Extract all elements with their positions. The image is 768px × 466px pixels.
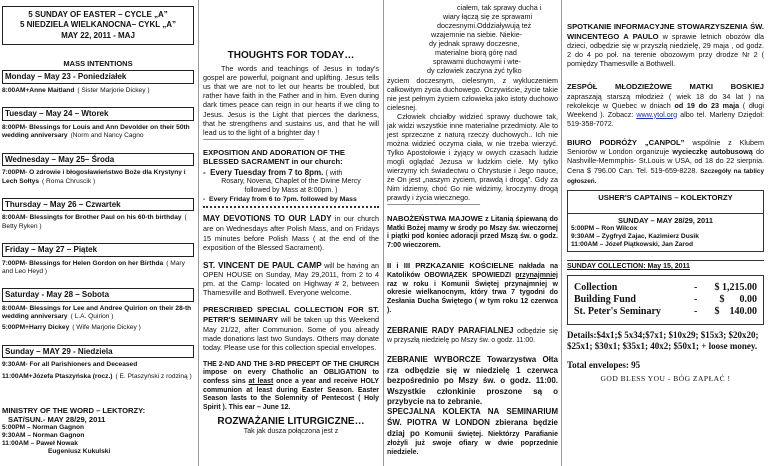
przykazanie-text-2: raz w roku i Komunii Świętej przynajmniej w okresie wielkanocnym, który trwa 7 tygodni do Zesłania Ducha Świętego ( w tym roku 12 czerwca ). [387, 280, 558, 314]
poem-line: dy człowiek zaczyna żyć tylko [427, 66, 522, 76]
header-line-1: 5 SUNDAY OF EASTER – CYCLE „A” [28, 10, 168, 19]
column-mass-intentions [0, 0, 197, 466]
poem-line: sprawami duchowymi i wte- [433, 57, 521, 67]
poem-line: wiary łączą się ze sprawami [443, 12, 533, 22]
mass-intention [2, 373, 194, 381]
kolekta-para [387, 407, 558, 457]
poem-line: wzajemnie na siebie. Niekie- [431, 30, 523, 40]
mass-intention-main: 8:00AM- Blessings for Lee and Andree Quirion on their 28-th wedding anniversary [2, 304, 192, 321]
mass-intention-main: 9:30AM- For all Parishioners and Deceased [2, 361, 138, 369]
collection-amount-2: $ 140.00 [714, 305, 757, 317]
mass-intention [2, 214, 194, 230]
precept-para [203, 361, 379, 413]
mass-intention [2, 169, 194, 185]
collection-label-0: Collection [574, 281, 618, 293]
biuro-text-1: wspólnie z Klubem Seniorów w London organizuje [567, 137, 764, 157]
spacer [2, 276, 194, 285]
ministry-date: SAT/SUN.- MAY 28/29, 2011 [8, 415, 106, 425]
zespol-link[interactable]: www.ytol.org [636, 109, 678, 119]
spacer [2, 333, 194, 342]
zespol-text-3: albo tel. Marleny Dziędoł: 519-358-7072. [567, 109, 765, 128]
ushers-rule [568, 202, 763, 214]
devotions-para [203, 214, 379, 251]
collection-row-0 [574, 282, 757, 294]
zespol-text-1: zapraszają starszą młodzież ( wiek 18 do 34 lat ) na rekolekcje w Quebec w dniach [567, 91, 764, 110]
mass-intention-requester: ( L.A. Quirion ) [70, 313, 114, 321]
nabozenstwo-text: z Litanią śpiewaną do Matki Bożej mamy w środy po Mszy św. wieczornej i piątki pod koniec adoracji przed Mszą św. o godz. 7:00 wieczorem. [387, 215, 558, 250]
thoughts-title: THOUGHTS FOR TODAY… [227, 50, 355, 61]
ministry-line-1: 9:30AM – Norman Gagnon [2, 432, 85, 440]
biuro-para [567, 138, 764, 186]
mass-intention [2, 124, 194, 140]
spacer [2, 141, 194, 150]
mass-intentions-title: MASS INTENTIONS [63, 59, 133, 69]
spotkanie-text: w sprawie letnich obozów dla dzieci, odbędzie się w przyszłą niedzielę, 29 maja , od godz. 2 do 4 po poł. na terenie obozowym przy drodze Nr 2 ( pomiędzy Thamesville a Bothwell. [567, 31, 764, 69]
god-bless-you: GOD BLESS YOU - BÓG ZAPŁAĆ ! [600, 374, 731, 383]
day-header: Saturday - May 28 – Sobota [2, 288, 194, 302]
dashes-divider: ------------------------------------------------------------------- [203, 136, 304, 143]
adoration-tuesday: Every Tuesday from 7 to 8pm. [210, 167, 324, 177]
nabozenstwo-para [387, 214, 558, 251]
przykazanie-para [387, 261, 558, 316]
zebranie-text: odbędzie się w przyszłą niedzielę po Mszy św. o godz. 11:00. [387, 327, 558, 344]
usher-1: 9:30AM – Zygfryd Zajac, Kazimierz Dusik [571, 232, 699, 240]
collection-dash-1: - [694, 293, 698, 305]
mass-intention [2, 305, 194, 321]
mass-intention-requester: ( Roma Chruscik ) [42, 177, 96, 185]
zespol-para [567, 92, 764, 128]
liturgy-sub: Tak jak dusza połączona jest z [243, 428, 339, 436]
zespol-title: ZESPÓŁ MŁODZIEŻOWE MATKI BOSKIEJ [567, 82, 764, 92]
mass-intention-main: 7:00PM- O zdrowie i błogosławieństwo Boże dla Krystyny i Lech Sołtys [2, 169, 186, 185]
mass-intention-main: 8:00AM+Anne Maitland [2, 87, 75, 95]
wybory-para: ZEBRANIE WYBORCZE Towarzystwa Ołta rza odbędzie się w niedzielę 1 czerwca bezpośrednio po Mszy św. o godz. 11:00. Wszystkie członkinie proszone są o przybycie na to zebranie. [387, 355, 558, 406]
collection-details: Details:$4x1;$ 5x34;$7x1; $10x29; $15x3; $20x20; $25x1; $30x1; $35x1; 40x2; $50x1; + loose money. [567, 329, 759, 351]
collection-box [567, 275, 764, 325]
column-divider-2 [383, 0, 384, 466]
poem-rest: życiem doczesnym, cielesnym, z wykluczeniem całkowitym życia duchowego. Oczywiście, życie takie nie jest pełnym życiem człowieka jako istoty duchowo cielesnej. [387, 75, 558, 112]
ministry-section [2, 406, 194, 457]
header-line-2: 5 NIEDZIELA WIELKANOCNA– CYKL „A” [19, 20, 176, 30]
biuro-details: Szczegóły na tablicy ogłoszeń. [567, 167, 764, 185]
mass-intention [2, 260, 194, 276]
ushers-title: USHER'S CAPTAINS – KOLEKTORZY [598, 192, 733, 202]
column-announcements [563, 0, 768, 466]
collection-title: SUNDAY COLLECTION: May 15, 2011 [567, 260, 764, 272]
mass-intention-requester: ( E. Ptaszyński z rodziną ) [115, 372, 192, 380]
przykazanie-text-1: nakłada na Katolików OBOWIĄZEK SPOWIEDZI [387, 262, 558, 279]
mass-intention-main: 8:00PM- Blessings for Louis and Ann Devolder on their 50th wedding anniversary [2, 124, 190, 140]
zebranie-para [387, 326, 558, 346]
collection-label-1: Building Fund [574, 293, 636, 305]
collection-row-2 [574, 306, 757, 318]
bulletin-header [2, 6, 194, 45]
day-header: Thursday – May 26 – Czwartek [2, 198, 194, 212]
day-header: Monday – May 23 - Poniedziałek [2, 70, 194, 84]
mass-intention-main: 7:00PM- Blessings for Helen Gordon on her Birthda [2, 259, 164, 267]
usher-0: 5:00PM – Ron Wilcox [571, 224, 638, 232]
mass-intention-requester: ( Sister Marjorie Dickey ) [77, 87, 150, 95]
mass-intention-main: 11:00AM+Józefa Ptaszyńska (rocz.) [2, 372, 113, 380]
collection-amount-1: $ 0.00 [719, 293, 757, 305]
ushers-date: SUNDAY – MAY 28/29, 2011 [618, 215, 713, 225]
zebranie-title: ZEBRANIE RADY PARAFIALNEJ [387, 325, 514, 335]
precept-text-2: once a year and receive HOLY communion at least during Easter Season. Easter Season lasts to the Solemnity of Pentecost ( Holy Spirit ). This ear – June 12. [203, 378, 379, 412]
przykazanie-title: II i III PRZKAZANIE KOŚCIELNE [387, 260, 514, 270]
przykazanie-underline: przynajmniej [515, 271, 558, 279]
mass-intentions-list [2, 70, 194, 390]
poem-line: dy jednak sprawy doczesne, [429, 39, 520, 49]
mass-intention-requester: ( Wife Marjorie Dickey ) [72, 324, 141, 332]
devotions-text: in our church are on Wednesdays after Polish Mass, and on Fridays 15 minutes before Polish Mass ( at the end of the exposition of the Blessed Sacrament). [203, 214, 379, 252]
svdp-title: ST. VINCENT DE PAUL CAMP [203, 259, 322, 270]
liturgy-title: ROZWAŻANIE LITURGICZNE… [217, 415, 365, 427]
liturgy-poem [387, 3, 558, 76]
adoration-with: ( with [325, 169, 343, 177]
spotkanie-title: SPOTKANIE INFORMACYJNE STOWARZYSZENIA ŚW. WINCENTEGO A PAULO [567, 22, 764, 41]
header-line-3: MAY 22, 2011 - MAJ [61, 30, 135, 40]
mass-intention [2, 361, 194, 369]
precept-text-1: THE 2-ND AND THE 3-RD PRECEPT OF THE CHURCH impose on every Chatholic an OBLIGATION to confess sins [203, 360, 379, 386]
collection-row-1 [574, 294, 757, 306]
petrs-title: PRESCRIBED SPECIAL COLLECTION FOR ST. PETRR'S SEMINARY [203, 305, 379, 324]
column-polish [385, 0, 560, 466]
dashes-divider-2: -------------------------------------------------------------- [387, 202, 480, 209]
mass-intention-requester: ( Betty Ryken ) [2, 214, 187, 230]
total-envelopes: Total envelopes: 95 [567, 360, 641, 371]
mass-intention [2, 87, 194, 95]
ministry-line-2: 11:00AM – Paweł Nowak [2, 440, 78, 448]
mass-intention-requester: ( Mary and Leo Heyd ) [2, 259, 185, 275]
mass-intention-main: 8:00AM- Blessingts for Brother Paul on his 60-th birthday [2, 214, 182, 222]
column-thoughts [200, 0, 381, 466]
spacer [2, 381, 194, 390]
day-header: Sunday – MAY 29 - Niedziela [2, 345, 194, 359]
petrs-para [203, 305, 379, 351]
day-header: Tuesday – May 24 – Wtorek [2, 107, 194, 121]
poem-line: ciałem, tak sprawy ducha i [457, 3, 542, 12]
ministry-title: MINISTRY OF THE WORD – LEKTORZY: [2, 405, 146, 415]
collection-dash-0: - [694, 281, 698, 293]
day-header: Friday – May 27 – Piątek [2, 243, 194, 257]
biuro-bold: wycieczkę autobusową [672, 147, 753, 157]
kolekta-title: SPECJALNA KOLEKTA NA SEMINARIUM ŚW. PIOTRA W LONDON zbierana będzie dziaj po [387, 407, 558, 439]
zespol-text-2: ( długi Weekend ). Zobacz: [567, 100, 764, 119]
biuro-title: BIURO PODRÓŻY „CANPOL” [567, 137, 685, 147]
spacer [2, 231, 194, 240]
ministry-line-0: 5:00PM – Norman Gagnon [2, 424, 85, 432]
adoration-title: EXPOSITION AND ADORATION OF THE BLESSED SACRAMENT in our church: [203, 148, 345, 167]
day-header: Wednesday – May 25– Środa [2, 153, 194, 167]
poem-line: doczesnymi.Oddziaływują też [437, 21, 532, 31]
mass-intention [2, 324, 194, 332]
usher-2: 11:00AM – Józef Piątkowski, Jan Zarod [571, 240, 694, 248]
dotted-divider [203, 206, 379, 208]
column-divider-3 [561, 0, 562, 466]
thoughts-text: The words and teachings of Jesus in today's gospel are powerful, poignant and uplifting. Jesus tells us that we are not to let our hearts be troubled, but rather have faith in the Father and in him. Even during dark times peace can reign in our hearts if we cling to Jesus. Jesus is the Light that pierces the darkness, that he strengthens and sustains us, and that he will lead us to the light of a brighter day ! [203, 64, 379, 137]
devotions-title: MAY DEVOTIONS TO OUR LADY [203, 214, 332, 224]
collection-dash-2: - [694, 305, 698, 317]
nabozenstwo-title: NABOŻEŃSTWA MAJOWE [387, 213, 483, 223]
svdp-text: will be having an OPEN HOUSE on Sunday, May 29,2011, from 2 to 4 pm. at the Camp- located on Highway # 2, between Thamesville and Bothwell. Everyone welcome. [203, 260, 379, 298]
ushers-box [567, 190, 764, 252]
collection-amount-0: $ 1,215.00 [714, 281, 757, 293]
spacer [2, 186, 194, 195]
poem-rest-2: Człowiek chciałby widzieć sprawy duchowe tak, jak widzi wszystkie inne materialne przedmioty. Ale to jest sprzeczne z naturą rzeczy duchowych.. Ich nie można widzieć oczyma ciała, w nie trzeba wierzyć. Tylko Apostołowie i żyjący w owych czasach ludzie mogli oglądać Jezusa w ludzkim ciele. My tylko wierzymy ich świadectwu o Chrystusie i Jego nauce, że On jest „naszym życiem, prawdą i drogą”. Gdy za Nim idziemy, choć Go nie widzimy, kroczymy drogą prawdy i życia wiecznego. [387, 111, 558, 203]
mass-intention-main: 5:00PM+Harry Dickey [2, 324, 70, 332]
kolekta-text: Komunii świętej. Niektórzy Parafianie złożyli już swoje ofiary w dwie poprzednie niedziele. [387, 431, 558, 456]
poem-line: materialne biorą górę nad [435, 48, 517, 58]
zespol-dates: od 19 do 23 maja [674, 100, 740, 110]
column-divider-1 [198, 0, 199, 466]
collection-label-2: St. Peter's Seminary [574, 305, 661, 317]
adoration-line-1: - Every Tuesday from 7 to 8pm. ( with [203, 167, 343, 177]
adoration-line-2: Rosary, Novena, Chaplet of the Divine Mercy followed by Mass at 8:00pm. ) [221, 178, 361, 194]
biuro-text-2: do Nashville-Memmphis- St.Louis w USA, od 18 do 22 sierpnia. Cena $ 796.00 Can. Tel. 519-659-8228. [567, 147, 764, 175]
adoration-line-3: - Every Friday from 6 to 7pm. followed by Mass [203, 196, 357, 204]
svdp-para [203, 260, 379, 298]
precept-at-least: at least [248, 378, 274, 386]
adoration-friday: Every Friday from 6 to 7pm. followed by Mass [209, 196, 357, 204]
mass-intention-requester: (Norm and Nancy Cagno [70, 132, 144, 140]
spacer [2, 95, 194, 104]
spotkanie-para [567, 22, 764, 68]
petrs-text: will be taken up this Weekend May 21/22, after Communion. Some of you already made donations last two Sundays. Others may donate today. Please use for this collection special envelopes. [203, 314, 379, 352]
ministry-line-3: Eugeniusz Kukulski [48, 448, 111, 456]
